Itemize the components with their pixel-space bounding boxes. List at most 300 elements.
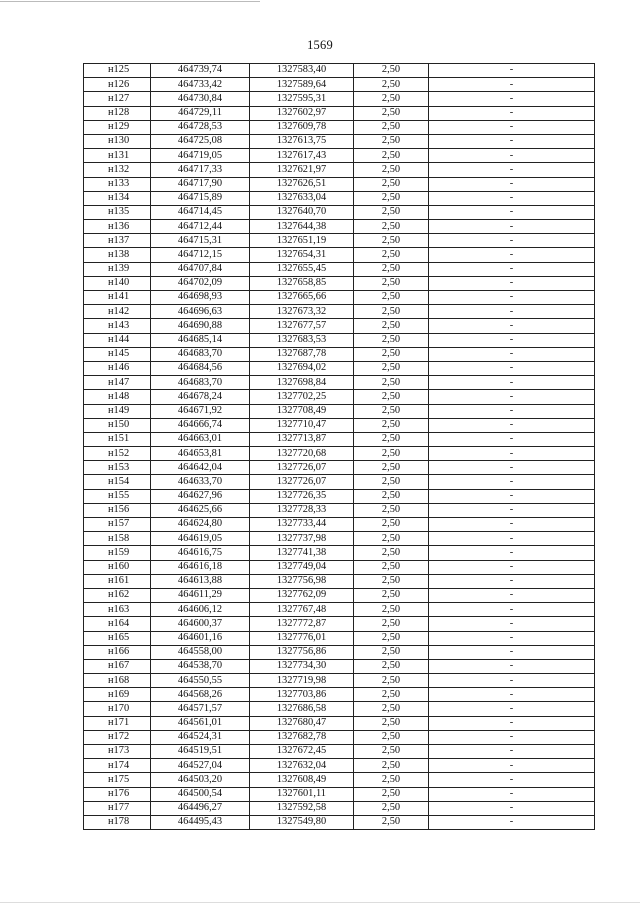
description-cell: - [429, 319, 595, 333]
point-id-cell: н166 [84, 645, 151, 659]
x-coordinate-cell: 464624,80 [151, 518, 250, 532]
x-coordinate-cell: 464642,04 [151, 461, 250, 475]
error-value-cell: 2,50 [354, 503, 429, 517]
description-cell: - [429, 432, 595, 446]
description-cell: - [429, 390, 595, 404]
description-cell: - [429, 745, 595, 759]
point-id-cell: н156 [84, 503, 151, 517]
error-value-cell: 2,50 [354, 347, 429, 361]
y-coordinate-cell: 1327756,98 [250, 574, 354, 588]
top-edge-mark [0, 1, 260, 2]
y-coordinate-cell: 1327756,86 [250, 645, 354, 659]
error-value-cell: 2,50 [354, 432, 429, 446]
table-row [84, 489, 595, 503]
point-id-cell: н155 [84, 489, 151, 503]
x-coordinate-cell: 464684,56 [151, 361, 250, 375]
y-coordinate-cell: 1327651,19 [250, 234, 354, 248]
y-coordinate-cell: 1327665,66 [250, 291, 354, 305]
point-id-cell: н158 [84, 532, 151, 546]
error-value-cell: 2,50 [354, 319, 429, 333]
point-id-cell: н150 [84, 418, 151, 432]
description-cell: - [429, 92, 595, 106]
x-coordinate-cell: 464625,66 [151, 503, 250, 517]
point-id-cell: н136 [84, 220, 151, 234]
x-coordinate-cell: 464685,14 [151, 333, 250, 347]
table-row [84, 92, 595, 106]
description-cell: - [429, 447, 595, 461]
x-coordinate-cell: 464698,93 [151, 291, 250, 305]
description-cell: - [429, 248, 595, 262]
error-value-cell: 2,50 [354, 702, 429, 716]
point-id-cell: н128 [84, 106, 151, 120]
table-row [84, 106, 595, 120]
x-coordinate-cell: 464571,57 [151, 702, 250, 716]
error-value-cell: 2,50 [354, 560, 429, 574]
table-row [84, 248, 595, 262]
description-cell: - [429, 262, 595, 276]
description-cell: - [429, 78, 595, 92]
x-coordinate-cell: 464616,75 [151, 546, 250, 560]
y-coordinate-cell: 1327687,78 [250, 347, 354, 361]
table-body [84, 64, 595, 830]
x-coordinate-cell: 464717,90 [151, 177, 250, 191]
description-cell: - [429, 191, 595, 205]
x-coordinate-cell: 464524,31 [151, 730, 250, 744]
description-cell: - [429, 759, 595, 773]
error-value-cell: 2,50 [354, 134, 429, 148]
table-row [84, 120, 595, 134]
table-row [84, 518, 595, 532]
x-coordinate-cell: 464600,37 [151, 617, 250, 631]
point-id-cell: н130 [84, 134, 151, 148]
error-value-cell: 2,50 [354, 78, 429, 92]
page-number: 1569 [307, 38, 333, 52]
point-id-cell: н127 [84, 92, 151, 106]
y-coordinate-cell: 1327726,35 [250, 489, 354, 503]
y-coordinate-cell: 1327719,98 [250, 674, 354, 688]
error-value-cell: 2,50 [354, 305, 429, 319]
error-value-cell: 2,50 [354, 631, 429, 645]
y-coordinate-cell: 1327702,25 [250, 390, 354, 404]
y-coordinate-cell: 1327633,04 [250, 191, 354, 205]
table-row [84, 163, 595, 177]
error-value-cell: 2,50 [354, 447, 429, 461]
error-value-cell: 2,50 [354, 759, 429, 773]
description-cell: - [429, 361, 595, 375]
description-cell: - [429, 475, 595, 489]
x-coordinate-cell: 464714,45 [151, 205, 250, 219]
point-id-cell: н162 [84, 588, 151, 602]
point-id-cell: н152 [84, 447, 151, 461]
x-coordinate-cell: 464568,26 [151, 688, 250, 702]
point-id-cell: н175 [84, 773, 151, 787]
x-coordinate-cell: 464715,31 [151, 234, 250, 248]
x-coordinate-cell: 464730,84 [151, 92, 250, 106]
point-id-cell: н141 [84, 291, 151, 305]
y-coordinate-cell: 1327549,80 [250, 815, 354, 829]
error-value-cell: 2,50 [354, 745, 429, 759]
description-cell: - [429, 518, 595, 532]
point-id-cell: н145 [84, 347, 151, 361]
description-cell: - [429, 163, 595, 177]
point-id-cell: н164 [84, 617, 151, 631]
y-coordinate-cell: 1327726,07 [250, 461, 354, 475]
y-coordinate-cell: 1327672,45 [250, 745, 354, 759]
y-coordinate-cell: 1327767,48 [250, 603, 354, 617]
table-row [84, 730, 595, 744]
point-id-cell: н137 [84, 234, 151, 248]
point-id-cell: н144 [84, 333, 151, 347]
description-cell: - [429, 64, 595, 78]
error-value-cell: 2,50 [354, 291, 429, 305]
table-row [84, 319, 595, 333]
table-row [84, 815, 595, 829]
table-row [84, 291, 595, 305]
x-coordinate-cell: 464495,43 [151, 815, 250, 829]
point-id-cell: н171 [84, 716, 151, 730]
point-id-cell: н178 [84, 815, 151, 829]
error-value-cell: 2,50 [354, 64, 429, 78]
point-id-cell: н153 [84, 461, 151, 475]
description-cell: - [429, 716, 595, 730]
table-row [84, 262, 595, 276]
description-cell: - [429, 560, 595, 574]
y-coordinate-cell: 1327632,04 [250, 759, 354, 773]
table-row [84, 745, 595, 759]
description-cell: - [429, 617, 595, 631]
description-cell: - [429, 291, 595, 305]
error-value-cell: 2,50 [354, 191, 429, 205]
table-row [84, 64, 595, 78]
y-coordinate-cell: 1327694,02 [250, 361, 354, 375]
y-coordinate-cell: 1327595,31 [250, 92, 354, 106]
table-row [84, 659, 595, 673]
error-value-cell: 2,50 [354, 546, 429, 560]
description-cell: - [429, 205, 595, 219]
table-row [84, 432, 595, 446]
description-cell: - [429, 376, 595, 390]
description-cell: - [429, 418, 595, 432]
point-id-cell: н146 [84, 361, 151, 375]
point-id-cell: н176 [84, 787, 151, 801]
point-id-cell: н167 [84, 659, 151, 673]
y-coordinate-cell: 1327621,97 [250, 163, 354, 177]
table-row [84, 801, 595, 815]
x-coordinate-cell: 464503,20 [151, 773, 250, 787]
table-row [84, 149, 595, 163]
description-cell: - [429, 503, 595, 517]
y-coordinate-cell: 1327683,53 [250, 333, 354, 347]
x-coordinate-cell: 464558,00 [151, 645, 250, 659]
table-row [84, 773, 595, 787]
description-cell: - [429, 333, 595, 347]
table-row [84, 78, 595, 92]
table-row [84, 134, 595, 148]
error-value-cell: 2,50 [354, 716, 429, 730]
description-cell: - [429, 702, 595, 716]
x-coordinate-cell: 464550,55 [151, 674, 250, 688]
error-value-cell: 2,50 [354, 645, 429, 659]
point-id-cell: н139 [84, 262, 151, 276]
y-coordinate-cell: 1327686,58 [250, 702, 354, 716]
y-coordinate-cell: 1327713,87 [250, 432, 354, 446]
error-value-cell: 2,50 [354, 730, 429, 744]
error-value-cell: 2,50 [354, 163, 429, 177]
table-row [84, 560, 595, 574]
y-coordinate-cell: 1327733,44 [250, 518, 354, 532]
table-row [84, 361, 595, 375]
description-cell: - [429, 177, 595, 191]
x-coordinate-cell: 464733,42 [151, 78, 250, 92]
x-coordinate-cell: 464627,96 [151, 489, 250, 503]
error-value-cell: 2,50 [354, 205, 429, 219]
error-value-cell: 2,50 [354, 106, 429, 120]
point-id-cell: н157 [84, 518, 151, 532]
y-coordinate-cell: 1327592,58 [250, 801, 354, 815]
x-coordinate-cell: 464702,09 [151, 276, 250, 290]
point-id-cell: н165 [84, 631, 151, 645]
table-row [84, 390, 595, 404]
y-coordinate-cell: 1327617,43 [250, 149, 354, 163]
point-id-cell: н134 [84, 191, 151, 205]
table-row [84, 759, 595, 773]
error-value-cell: 2,50 [354, 461, 429, 475]
point-id-cell: н160 [84, 560, 151, 574]
y-coordinate-cell: 1327609,78 [250, 120, 354, 134]
description-cell: - [429, 305, 595, 319]
point-id-cell: н147 [84, 376, 151, 390]
y-coordinate-cell: 1327673,32 [250, 305, 354, 319]
error-value-cell: 2,50 [354, 361, 429, 375]
table-row [84, 234, 595, 248]
description-cell: - [429, 787, 595, 801]
error-value-cell: 2,50 [354, 262, 429, 276]
point-id-cell: н142 [84, 305, 151, 319]
error-value-cell: 2,50 [354, 617, 429, 631]
table-row [84, 645, 595, 659]
description-cell: - [429, 588, 595, 602]
y-coordinate-cell: 1327720,68 [250, 447, 354, 461]
error-value-cell: 2,50 [354, 574, 429, 588]
y-coordinate-cell: 1327626,51 [250, 177, 354, 191]
x-coordinate-cell: 464729,11 [151, 106, 250, 120]
table-row [84, 191, 595, 205]
error-value-cell: 2,50 [354, 390, 429, 404]
x-coordinate-cell: 464538,70 [151, 659, 250, 673]
y-coordinate-cell: 1327680,47 [250, 716, 354, 730]
point-id-cell: н133 [84, 177, 151, 191]
x-coordinate-cell: 464715,89 [151, 191, 250, 205]
table-row [84, 631, 595, 645]
error-value-cell: 2,50 [354, 801, 429, 815]
x-coordinate-cell: 464678,24 [151, 390, 250, 404]
table-row [84, 205, 595, 219]
description-cell: - [429, 631, 595, 645]
bottom-edge-mark [0, 902, 640, 903]
description-cell: - [429, 134, 595, 148]
error-value-cell: 2,50 [354, 376, 429, 390]
description-cell: - [429, 674, 595, 688]
x-coordinate-cell: 464707,84 [151, 262, 250, 276]
x-coordinate-cell: 464500,54 [151, 787, 250, 801]
table-row [84, 674, 595, 688]
table-row [84, 347, 595, 361]
point-id-cell: н135 [84, 205, 151, 219]
table-row [84, 574, 595, 588]
point-id-cell: н168 [84, 674, 151, 688]
table-row [84, 716, 595, 730]
x-coordinate-cell: 464606,12 [151, 603, 250, 617]
table-row [84, 177, 595, 191]
description-cell: - [429, 234, 595, 248]
description-cell: - [429, 688, 595, 702]
point-id-cell: н149 [84, 404, 151, 418]
y-coordinate-cell: 1327613,75 [250, 134, 354, 148]
table-row [84, 447, 595, 461]
table-row [84, 546, 595, 560]
point-id-cell: н170 [84, 702, 151, 716]
error-value-cell: 2,50 [354, 120, 429, 134]
description-cell: - [429, 603, 595, 617]
y-coordinate-cell: 1327682,78 [250, 730, 354, 744]
y-coordinate-cell: 1327608,49 [250, 773, 354, 787]
error-value-cell: 2,50 [354, 149, 429, 163]
y-coordinate-cell: 1327762,09 [250, 588, 354, 602]
y-coordinate-cell: 1327737,98 [250, 532, 354, 546]
description-cell: - [429, 801, 595, 815]
x-coordinate-cell: 464663,01 [151, 432, 250, 446]
point-id-cell: н159 [84, 546, 151, 560]
point-id-cell: н125 [84, 64, 151, 78]
table-row [84, 702, 595, 716]
y-coordinate-cell: 1327583,40 [250, 64, 354, 78]
table-row [84, 220, 595, 234]
description-cell: - [429, 532, 595, 546]
error-value-cell: 2,50 [354, 787, 429, 801]
x-coordinate-cell: 464519,51 [151, 745, 250, 759]
x-coordinate-cell: 464712,15 [151, 248, 250, 262]
y-coordinate-cell: 1327710,47 [250, 418, 354, 432]
x-coordinate-cell: 464683,70 [151, 347, 250, 361]
point-id-cell: н143 [84, 319, 151, 333]
error-value-cell: 2,50 [354, 688, 429, 702]
error-value-cell: 2,50 [354, 333, 429, 347]
error-value-cell: 2,50 [354, 532, 429, 546]
point-id-cell: н173 [84, 745, 151, 759]
x-coordinate-cell: 464725,08 [151, 134, 250, 148]
x-coordinate-cell: 464601,16 [151, 631, 250, 645]
description-cell: - [429, 276, 595, 290]
point-id-cell: н169 [84, 688, 151, 702]
description-cell: - [429, 149, 595, 163]
table-row [84, 461, 595, 475]
error-value-cell: 2,50 [354, 815, 429, 829]
description-cell: - [429, 645, 595, 659]
x-coordinate-cell: 464739,74 [151, 64, 250, 78]
error-value-cell: 2,50 [354, 404, 429, 418]
x-coordinate-cell: 464496,27 [151, 801, 250, 815]
error-value-cell: 2,50 [354, 220, 429, 234]
error-value-cell: 2,50 [354, 588, 429, 602]
x-coordinate-cell: 464613,88 [151, 574, 250, 588]
error-value-cell: 2,50 [354, 418, 429, 432]
x-coordinate-cell: 464633,70 [151, 475, 250, 489]
y-coordinate-cell: 1327677,57 [250, 319, 354, 333]
x-coordinate-cell: 464671,92 [151, 404, 250, 418]
point-id-cell: н161 [84, 574, 151, 588]
description-cell: - [429, 730, 595, 744]
description-cell: - [429, 461, 595, 475]
x-coordinate-cell: 464690,88 [151, 319, 250, 333]
point-id-cell: н148 [84, 390, 151, 404]
description-cell: - [429, 574, 595, 588]
table-row [84, 333, 595, 347]
y-coordinate-cell: 1327644,38 [250, 220, 354, 234]
description-cell: - [429, 404, 595, 418]
point-id-cell: н138 [84, 248, 151, 262]
y-coordinate-cell: 1327589,64 [250, 78, 354, 92]
table-row [84, 376, 595, 390]
x-coordinate-cell: 464616,18 [151, 560, 250, 574]
x-coordinate-cell: 464666,74 [151, 418, 250, 432]
x-coordinate-cell: 464611,29 [151, 588, 250, 602]
description-cell: - [429, 120, 595, 134]
point-id-cell: н140 [84, 276, 151, 290]
x-coordinate-cell: 464717,33 [151, 163, 250, 177]
table-row [84, 532, 595, 546]
x-coordinate-cell: 464728,53 [151, 120, 250, 134]
point-id-cell: н129 [84, 120, 151, 134]
table-row [84, 617, 595, 631]
error-value-cell: 2,50 [354, 276, 429, 290]
x-coordinate-cell: 464527,04 [151, 759, 250, 773]
point-id-cell: н126 [84, 78, 151, 92]
x-coordinate-cell: 464719,05 [151, 149, 250, 163]
y-coordinate-cell: 1327726,07 [250, 475, 354, 489]
point-id-cell: н172 [84, 730, 151, 744]
error-value-cell: 2,50 [354, 603, 429, 617]
x-coordinate-cell: 464683,70 [151, 376, 250, 390]
y-coordinate-cell: 1327655,45 [250, 262, 354, 276]
point-id-cell: н131 [84, 149, 151, 163]
error-value-cell: 2,50 [354, 234, 429, 248]
table-row [84, 305, 595, 319]
description-cell: - [429, 106, 595, 120]
description-cell: - [429, 220, 595, 234]
table-row [84, 603, 595, 617]
y-coordinate-cell: 1327749,04 [250, 560, 354, 574]
table-row [84, 404, 595, 418]
y-coordinate-cell: 1327601,11 [250, 787, 354, 801]
point-id-cell: н163 [84, 603, 151, 617]
y-coordinate-cell: 1327772,87 [250, 617, 354, 631]
y-coordinate-cell: 1327741,38 [250, 546, 354, 560]
error-value-cell: 2,50 [354, 177, 429, 191]
x-coordinate-cell: 464561,01 [151, 716, 250, 730]
table-row [84, 787, 595, 801]
y-coordinate-cell: 1327698,84 [250, 376, 354, 390]
y-coordinate-cell: 1327703,86 [250, 688, 354, 702]
x-coordinate-cell: 464619,05 [151, 532, 250, 546]
description-cell: - [429, 347, 595, 361]
error-value-cell: 2,50 [354, 518, 429, 532]
table-row [84, 688, 595, 702]
point-id-cell: н132 [84, 163, 151, 177]
x-coordinate-cell: 464696,63 [151, 305, 250, 319]
table-row [84, 588, 595, 602]
y-coordinate-cell: 1327602,97 [250, 106, 354, 120]
y-coordinate-cell: 1327708,49 [250, 404, 354, 418]
